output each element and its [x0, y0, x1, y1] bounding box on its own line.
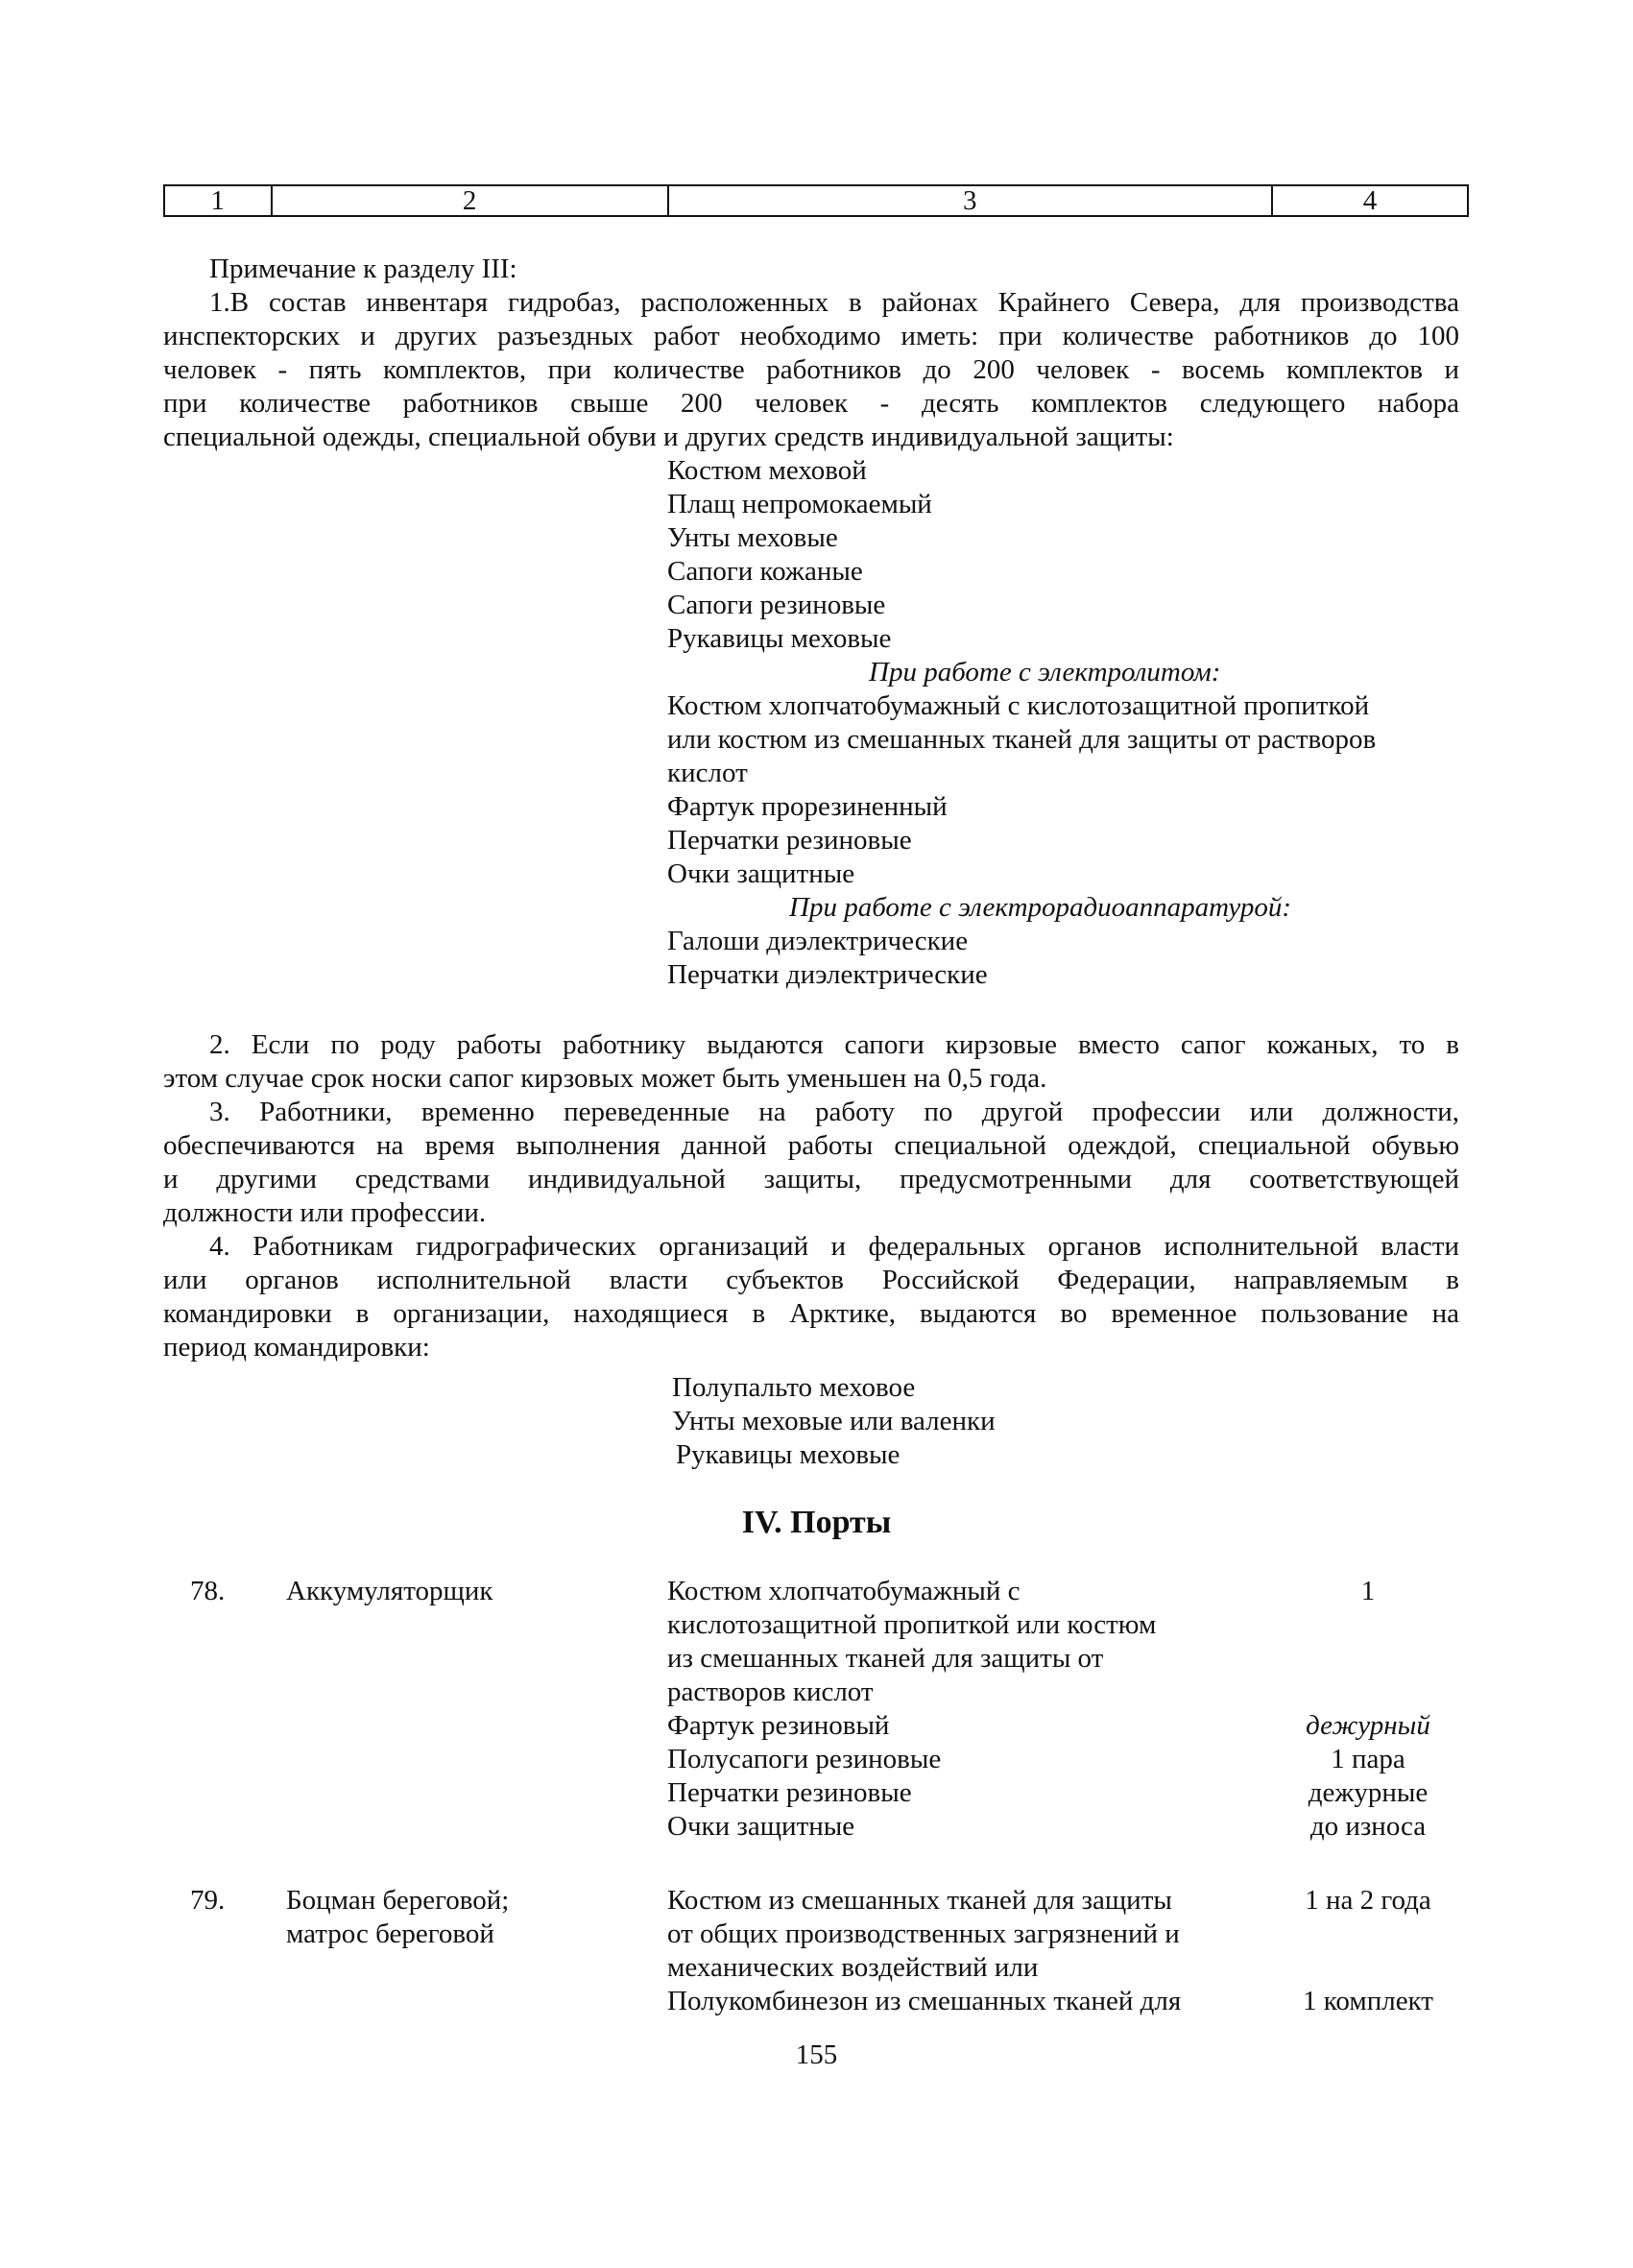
norm-value [1267, 1642, 1469, 1676]
item-list [667, 1884, 1181, 2018]
text-line: командировки в организации, находящиеся в Арктике, выдаются во временное пользование на [163, 1298, 1459, 1329]
subheading-electrolyte: При работе с электролитом: [869, 657, 1221, 688]
list-item: Рукавицы меховые [676, 1439, 901, 1470]
job-title-line: Боцман береговой; [286, 1885, 510, 1916]
text-line: 1.В состав инвентаря гидробаз, расположенных в районах Крайнего Севера, для производства [209, 287, 1459, 318]
list-item: Полупальто меховое [672, 1372, 916, 1403]
column-number: 3 [669, 186, 1273, 215]
list-item: Галоши диэлектрические [667, 926, 969, 956]
text-line: этом случае срок носки сапог кирзовых может быть уменьшен на 0,5 года. [163, 1063, 1047, 1094]
text-line: или органов исполнительной власти субъектов Российской Федерации, направляемым в [163, 1265, 1459, 1295]
list-item: кислот [667, 758, 748, 788]
norm-value [1267, 1676, 1469, 1709]
norm-value: 1 комплект [1303, 1986, 1433, 2016]
item-list [667, 1575, 1156, 1844]
text-line: 3. Работники, временно переведенные на работу по другой профессии или должности, [209, 1097, 1459, 1127]
text-line: период командировки: [163, 1332, 430, 1363]
list-item: Сапоги кожаные [667, 556, 863, 587]
norm-value [1267, 1918, 1469, 1951]
list-item: Рукавицы меховые [667, 623, 892, 654]
job-title-line: матрос береговой [286, 1918, 494, 1949]
text-line: и другими средствами индивидуальной защиты, предусмотренными для соответствующей [163, 1164, 1459, 1194]
list-item: от общих производственных загрязнений и [667, 1918, 1180, 1949]
text-line: инспекторских и других разъездных работ необходимо иметь: при количестве работников до 100 [163, 321, 1459, 351]
norm-value [1267, 1951, 1469, 1985]
list-item: или костюм из смешанных тканей для защиты от растворов [667, 724, 1377, 755]
text-line: обеспечиваются на время выполнения данной работы специальной одеждой, специальной обувью [163, 1130, 1459, 1161]
list-item: Костюм из смешанных тканей для защиты [667, 1885, 1172, 1916]
list-item: Унты меховые [667, 522, 838, 553]
list-item: Плащ непромокаемый [667, 489, 932, 519]
column-number: 2 [273, 186, 669, 215]
list-item: из смешанных тканей для защиты от [667, 1643, 1104, 1674]
text-line: должности или профессии. [163, 1197, 487, 1228]
row-number: 78. [190, 1576, 226, 1606]
subheading-radio: При работе с электрорадиоаппаратурой: [789, 892, 1292, 923]
list-item: Перчатки резиновые [667, 825, 912, 856]
column-number: 4 [1362, 185, 1378, 216]
list-item: Унты меховые или валенки [672, 1406, 996, 1436]
norm-list [1267, 1884, 1469, 2018]
column-number-row [163, 184, 1469, 217]
list-item: Полукомбинезон из смешанных тканей для [667, 1986, 1182, 2016]
list-item: Перчатки резиновые [667, 1777, 912, 1808]
equipment-list-1 [667, 454, 932, 656]
list-item: механических воздействий или [667, 1952, 1039, 1983]
list-item: Сапоги резиновые [667, 590, 886, 620]
list-item: Перчатки диэлектрические [667, 959, 988, 990]
list-item: Очки защитные [667, 858, 855, 889]
equipment-list-2 [667, 689, 1376, 891]
norm-value: 1 на 2 года [1305, 1885, 1431, 1916]
norm-value: дежурный [1306, 1710, 1430, 1741]
section-title: IV. Порты [741, 1505, 892, 1540]
list-item: Очки защитные [667, 1811, 855, 1842]
norm-value: 1 [1360, 1576, 1376, 1606]
norm-value [1267, 1608, 1469, 1642]
equipment-list-3 [667, 925, 988, 992]
equipment-list-4 [672, 1371, 996, 1472]
job-title [286, 1884, 509, 1951]
note-title: Примечание к разделу III: [209, 253, 517, 284]
page-number: 155 [795, 2039, 838, 2070]
list-item: Фартук прорезиненный [667, 791, 948, 822]
norm-value: 1 пара [1331, 1744, 1405, 1774]
text-line: 2. Если по роду работы работнику выдаются сапоги кирзовые вместо сапог кожаных, то в [209, 1029, 1459, 1060]
list-item: растворов кислот [667, 1677, 874, 1707]
text-line: при количестве работников свыше 200 человек - десять комплектов следующего набора [163, 388, 1459, 419]
list-item: Костюм хлопчатобумажный с [667, 1576, 1021, 1606]
norm-value: дежурные [1308, 1777, 1429, 1808]
list-item: Полусапоги резиновые [667, 1744, 942, 1774]
list-item: Костюм меховой [667, 455, 867, 486]
text-line: 4. Работникам гидрографических организаций и федеральных органов исполнительной власти [209, 1231, 1459, 1262]
job-title: Аккумуляторщик [286, 1576, 493, 1606]
list-item: Костюм хлопчатобумажный с кислотозащитной пропиткой [667, 690, 1370, 721]
list-item: кислотозащитной пропиткой или костюм [667, 1609, 1157, 1640]
norm-list [1267, 1575, 1469, 1844]
row-number: 79. [190, 1885, 226, 1916]
text-line: человек - пять комплектов, при количестве работников до 200 человек - восемь комплектов и [163, 354, 1459, 385]
list-item: Фартук резиновый [667, 1710, 890, 1741]
text-line: специальной одежды, специальной обуви и других средств индивидуальной защиты: [163, 422, 1174, 452]
norm-value: до износа [1309, 1811, 1427, 1842]
column-number: 1 [165, 186, 273, 215]
